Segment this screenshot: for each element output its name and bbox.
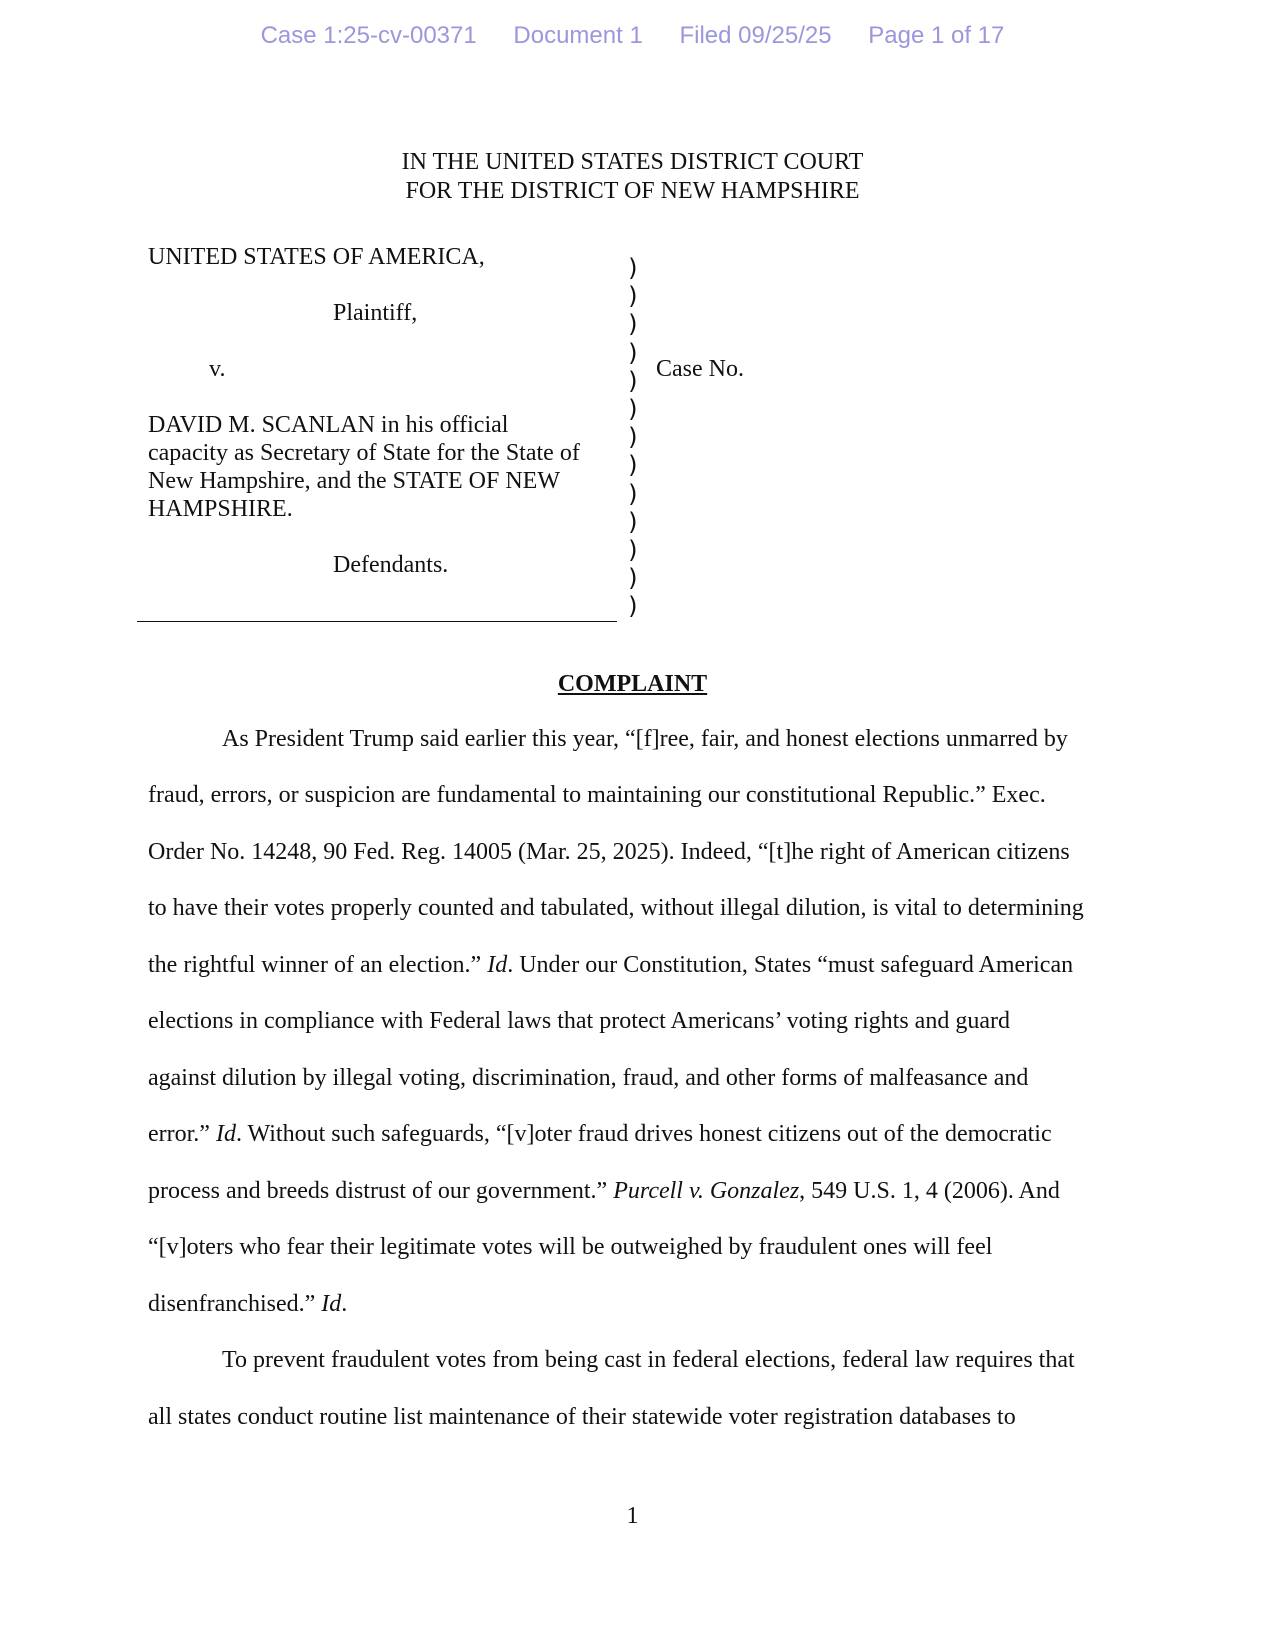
paragraph-line: As President Trump said earlier this year, “[f]ree, fair, and honest elections unmarred by — [222, 726, 1068, 752]
stamp-filed-date: Filed 09/25/25 — [679, 22, 832, 49]
caption-parentheses: ) ) ) ) ) ) ) ) ) ) ) ) ) — [626, 254, 641, 621]
caption-divider — [137, 621, 617, 622]
paragraph-line: all states conduct routine list maintenance of their statewide voter registration databases to — [148, 1404, 1016, 1430]
defendant-role: Defendants. — [333, 552, 449, 578]
stamp-page: Page 1 of 17 — [868, 22, 1005, 49]
plaintiff-role: Plaintiff, — [333, 300, 418, 326]
ecf-header-stamp — [0, 22, 1265, 50]
paragraph-line: process and breeds distrust of our government.” Purcell v. Gonzalez, 549 U.S. 1, 4 (2006). And — [148, 1178, 1060, 1204]
paragraph-line: disenfranchised.” Id. — [148, 1291, 348, 1317]
defendant-line: HAMPSHIRE. — [148, 496, 293, 522]
paragraph-line: elections in compliance with Federal laws that protect Americans’ voting rights and guard — [148, 1008, 1010, 1034]
court-heading-line-1: IN THE UNITED STATES DISTRICT COURT — [401, 149, 864, 175]
paragraph-line: against dilution by illegal voting, discrimination, fraud, and other forms of malfeasance and — [148, 1065, 1029, 1091]
defendant-line: capacity as Secretary of State for the State of — [148, 440, 580, 466]
versus-label: v. — [209, 356, 226, 382]
paragraph-line: To prevent fraudulent votes from being cast in federal elections, federal law requires that — [222, 1347, 1075, 1373]
defendant-line: New Hampshire, and the STATE OF NEW — [148, 468, 560, 494]
paragraph-line: fraud, errors, or suspicion are fundamental to maintaining our constitutional Republic.” Exec. — [148, 782, 1046, 808]
paragraph-line: the rightful winner of an election.” Id. Under our Constitution, States “must safeguard American — [148, 952, 1074, 978]
defendant-line: DAVID M. SCANLAN in his official — [148, 412, 509, 438]
paragraph-line: Order No. 14248, 90 Fed. Reg. 14005 (Mar. 25, 2025). Indeed, “[t]he right of American citizens — [148, 839, 1070, 865]
stamp-document: Document 1 — [513, 22, 643, 49]
plaintiff-name: UNITED STATES OF AMERICA, — [148, 244, 485, 270]
paragraph-line: error.” Id. Without such safeguards, “[v]oter fraud drives honest citizens out of the democratic — [148, 1121, 1052, 1147]
page-number: 1 — [626, 1503, 639, 1529]
paragraph-line: to have their votes properly counted and tabulated, without illegal dilution, is vital to determining — [148, 895, 1084, 921]
paragraph-line: “[v]oters who fear their legitimate votes will be outweighed by fraudulent ones will feel — [148, 1234, 993, 1260]
case-number-label: Case No. — [656, 356, 744, 382]
stamp-case-number: Case 1:25-cv-00371 — [260, 22, 477, 49]
court-heading-line-2: FOR THE DISTRICT OF NEW HAMPSHIRE — [405, 178, 860, 204]
court-heading — [0, 148, 1265, 206]
document-title: COMPLAINT — [557, 671, 708, 697]
